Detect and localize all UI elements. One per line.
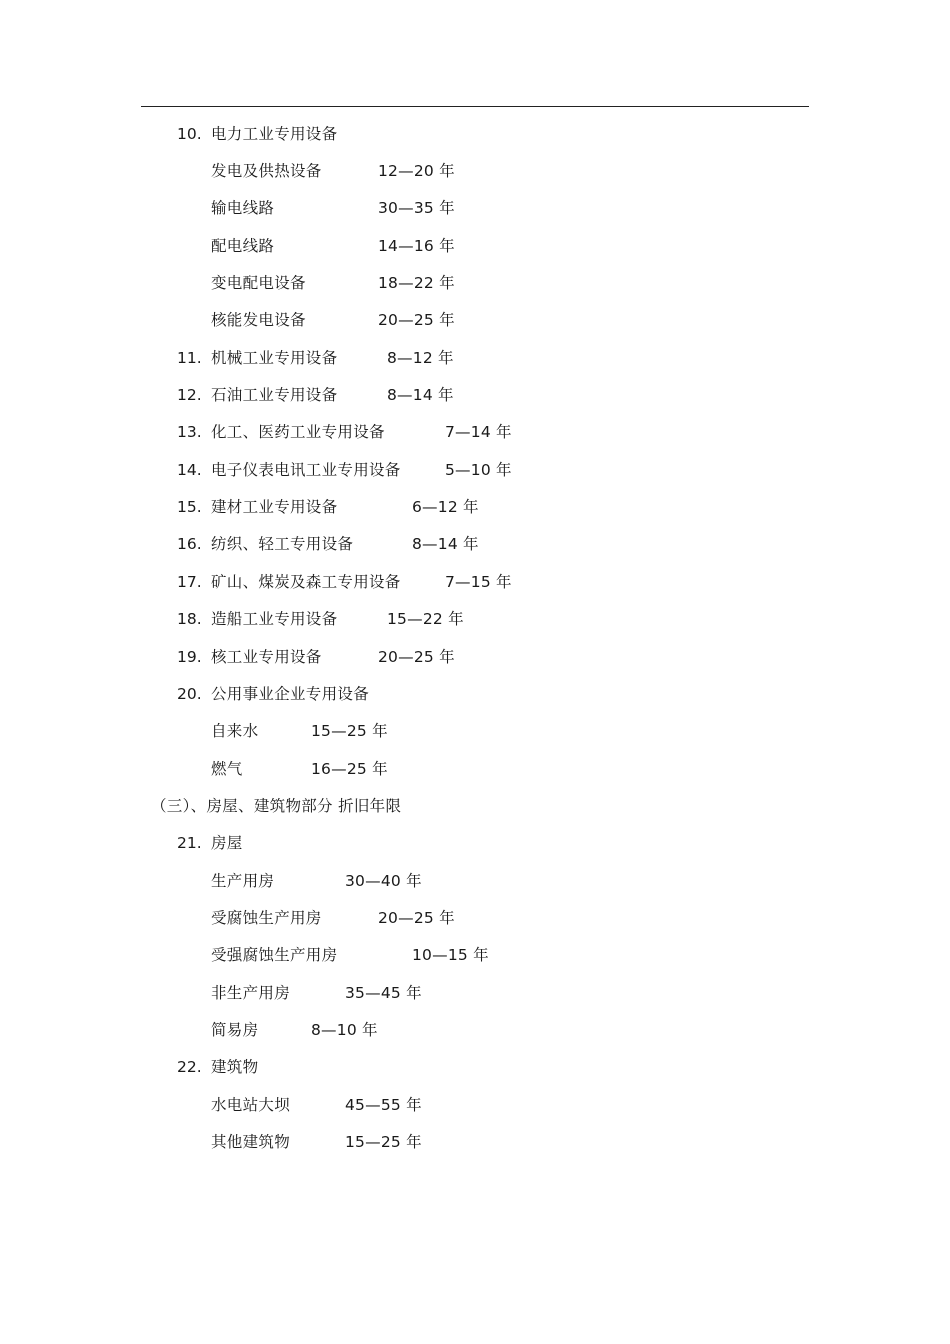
depreciation-years: 20—25 年: [378, 648, 455, 666]
item-label: 石油工业专用设备: [211, 386, 338, 404]
item-number: 16.: [177, 535, 202, 553]
depreciation-years: 12—20 年: [378, 162, 455, 180]
section-3-row: [0, 794, 950, 818]
item-20-row: [0, 682, 950, 706]
item-number: 19.: [177, 648, 202, 666]
sub-water-row: [0, 719, 950, 743]
sub-corroded-housing-row: [0, 906, 950, 930]
item-number: 18.: [177, 610, 202, 628]
depreciation-years: 20—25 年: [378, 311, 455, 329]
item-number: 22.: [177, 1058, 202, 1076]
item-14-row: [0, 458, 950, 482]
item-17-row: [0, 570, 950, 594]
item-label: 机械工业专用设备: [211, 349, 338, 367]
header-rule: [141, 106, 809, 107]
item-label: 简易房: [211, 1021, 259, 1039]
item-label: 配电线路: [211, 237, 275, 255]
sub-strongly-corroded-housing-row: [0, 943, 950, 967]
depreciation-years: 10—15 年: [412, 946, 489, 964]
section-heading: （三）、房屋、建筑物部分 折旧年限: [151, 797, 402, 815]
item-label: 非生产用房: [211, 984, 291, 1002]
item-label: 受强腐蚀生产用房: [211, 946, 338, 964]
depreciation-years: 18—22 年: [378, 274, 455, 292]
item-label: 水电站大坝: [211, 1096, 291, 1114]
item-label: 矿山、煤炭及森工专用设备: [211, 573, 401, 591]
sub-substation-row: [0, 271, 950, 295]
sub-transmission-row: [0, 196, 950, 220]
depreciation-years: 8—14 年: [412, 535, 479, 553]
depreciation-years: 14—16 年: [378, 237, 455, 255]
item-label: 变电配电设备: [211, 274, 306, 292]
item-18-row: [0, 607, 950, 631]
item-label: 化工、医药工业专用设备: [211, 423, 385, 441]
sub-dam-row: [0, 1093, 950, 1117]
item-label: 房屋: [211, 834, 243, 852]
item-21-row: [0, 831, 950, 855]
depreciation-years: 16—25 年: [311, 760, 388, 778]
item-16-row: [0, 532, 950, 556]
item-label: 造船工业专用设备: [211, 610, 338, 628]
item-22-row: [0, 1055, 950, 1079]
depreciation-years: 35—45 年: [345, 984, 422, 1002]
item-label: 公用事业企业专用设备: [211, 685, 370, 703]
depreciation-years: 5—10 年: [445, 461, 512, 479]
item-label: 纺织、轻工专用设备: [211, 535, 354, 553]
item-label: 建筑物: [211, 1058, 259, 1076]
sub-other-buildings-row: [0, 1130, 950, 1154]
depreciation-years: 15—25 年: [311, 722, 388, 740]
item-number: 14.: [177, 461, 202, 479]
item-10-row: [0, 122, 950, 146]
item-label: 输电线路: [211, 199, 275, 217]
item-15-row: [0, 495, 950, 519]
depreciation-years: 7—14 年: [445, 423, 512, 441]
item-11-row: [0, 346, 950, 370]
depreciation-years: 8—10 年: [311, 1021, 378, 1039]
item-number: 17.: [177, 573, 202, 591]
depreciation-years: 15—22 年: [387, 610, 464, 628]
item-label: 燃气: [211, 760, 243, 778]
item-number: 13.: [177, 423, 202, 441]
depreciation-years: 8—12 年: [387, 349, 454, 367]
item-label: 发电及供热设备: [211, 162, 322, 180]
depreciation-years: 7—15 年: [445, 573, 512, 591]
sub-non-production-housing-row: [0, 981, 950, 1005]
sub-simple-housing-row: [0, 1018, 950, 1042]
depreciation-years: 8—14 年: [387, 386, 454, 404]
item-label: 核工业专用设备: [211, 648, 322, 666]
depreciation-years: 6—12 年: [412, 498, 479, 516]
sub-generation-row: [0, 159, 950, 183]
sub-distribution-row: [0, 234, 950, 258]
item-label: 生产用房: [211, 872, 275, 890]
item-label: 受腐蚀生产用房: [211, 909, 322, 927]
depreciation-years: 20—25 年: [378, 909, 455, 927]
item-13-row: [0, 420, 950, 444]
depreciation-years: 30—35 年: [378, 199, 455, 217]
sub-production-housing-row: [0, 869, 950, 893]
item-label: 自来水: [211, 722, 259, 740]
depreciation-years: 30—40 年: [345, 872, 422, 890]
item-number: 11.: [177, 349, 202, 367]
item-label: 电力工业专用设备: [211, 125, 338, 143]
item-number: 21.: [177, 834, 202, 852]
item-label: 核能发电设备: [211, 311, 306, 329]
item-number: 10.: [177, 125, 202, 143]
item-label: 其他建筑物: [211, 1133, 291, 1151]
item-19-row: [0, 645, 950, 669]
depreciation-years: 45—55 年: [345, 1096, 422, 1114]
sub-gas-row: [0, 757, 950, 781]
item-number: 12.: [177, 386, 202, 404]
item-number: 20.: [177, 685, 202, 703]
item-number: 15.: [177, 498, 202, 516]
item-label: 电子仪表电讯工业专用设备: [211, 461, 401, 479]
item-label: 建材工业专用设备: [211, 498, 338, 516]
depreciation-years: 15—25 年: [345, 1133, 422, 1151]
item-12-row: [0, 383, 950, 407]
sub-nuclear-power-row: [0, 308, 950, 332]
